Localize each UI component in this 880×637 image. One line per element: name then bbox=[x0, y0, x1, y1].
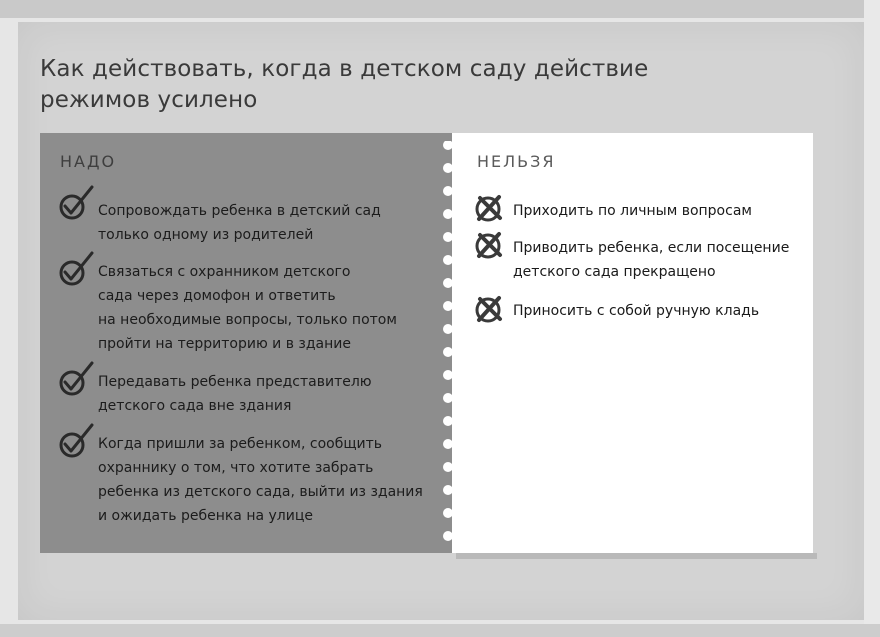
dont-heading: НЕЛЬЗЯ bbox=[477, 152, 556, 171]
dont-panel-shadow bbox=[456, 553, 817, 559]
dont-item-1: Приходить по личным вопросам bbox=[513, 203, 752, 219]
title-line-2: режимов усилено bbox=[40, 87, 258, 113]
dont-panel bbox=[452, 133, 813, 553]
check-icon bbox=[58, 185, 98, 221]
check-icon bbox=[58, 423, 98, 459]
scan-edge-right bbox=[864, 0, 880, 637]
do-item-1: Сопровождать ребенка в детский сад только одному из родителей bbox=[98, 203, 381, 243]
do-item-3: Передавать ребенка представителю детского сада вне здания bbox=[98, 374, 372, 414]
scan-edge-top bbox=[0, 0, 880, 18]
title-line-1: Как действовать, когда в детском саду действие bbox=[40, 56, 649, 82]
do-heading: НАДО bbox=[60, 152, 117, 171]
dont-item-3: Приносить с собой ручную кладь bbox=[513, 303, 760, 319]
dont-item-2: Приводить ребенка, если посещение детского сада прекращено bbox=[513, 240, 790, 280]
check-icon bbox=[58, 361, 98, 397]
poster-title bbox=[40, 54, 680, 116]
perforated-edge bbox=[442, 141, 460, 551]
cross-icon bbox=[474, 294, 506, 324]
scan-edge-bottom bbox=[0, 624, 880, 637]
do-item-2: Связаться с охранником детского сада через домофон и ответить на необходимые вопросы, только потом пройти на территорию и в здание bbox=[98, 264, 397, 352]
check-icon bbox=[58, 251, 98, 287]
cross-icon bbox=[474, 193, 506, 223]
cross-icon bbox=[474, 230, 506, 260]
do-item-4: Когда пришли за ребенком, сообщить охраннику о том, что хотите забрать ребенка из детского сада, выйти из здания и ожидать ребенка на улице bbox=[98, 436, 423, 524]
